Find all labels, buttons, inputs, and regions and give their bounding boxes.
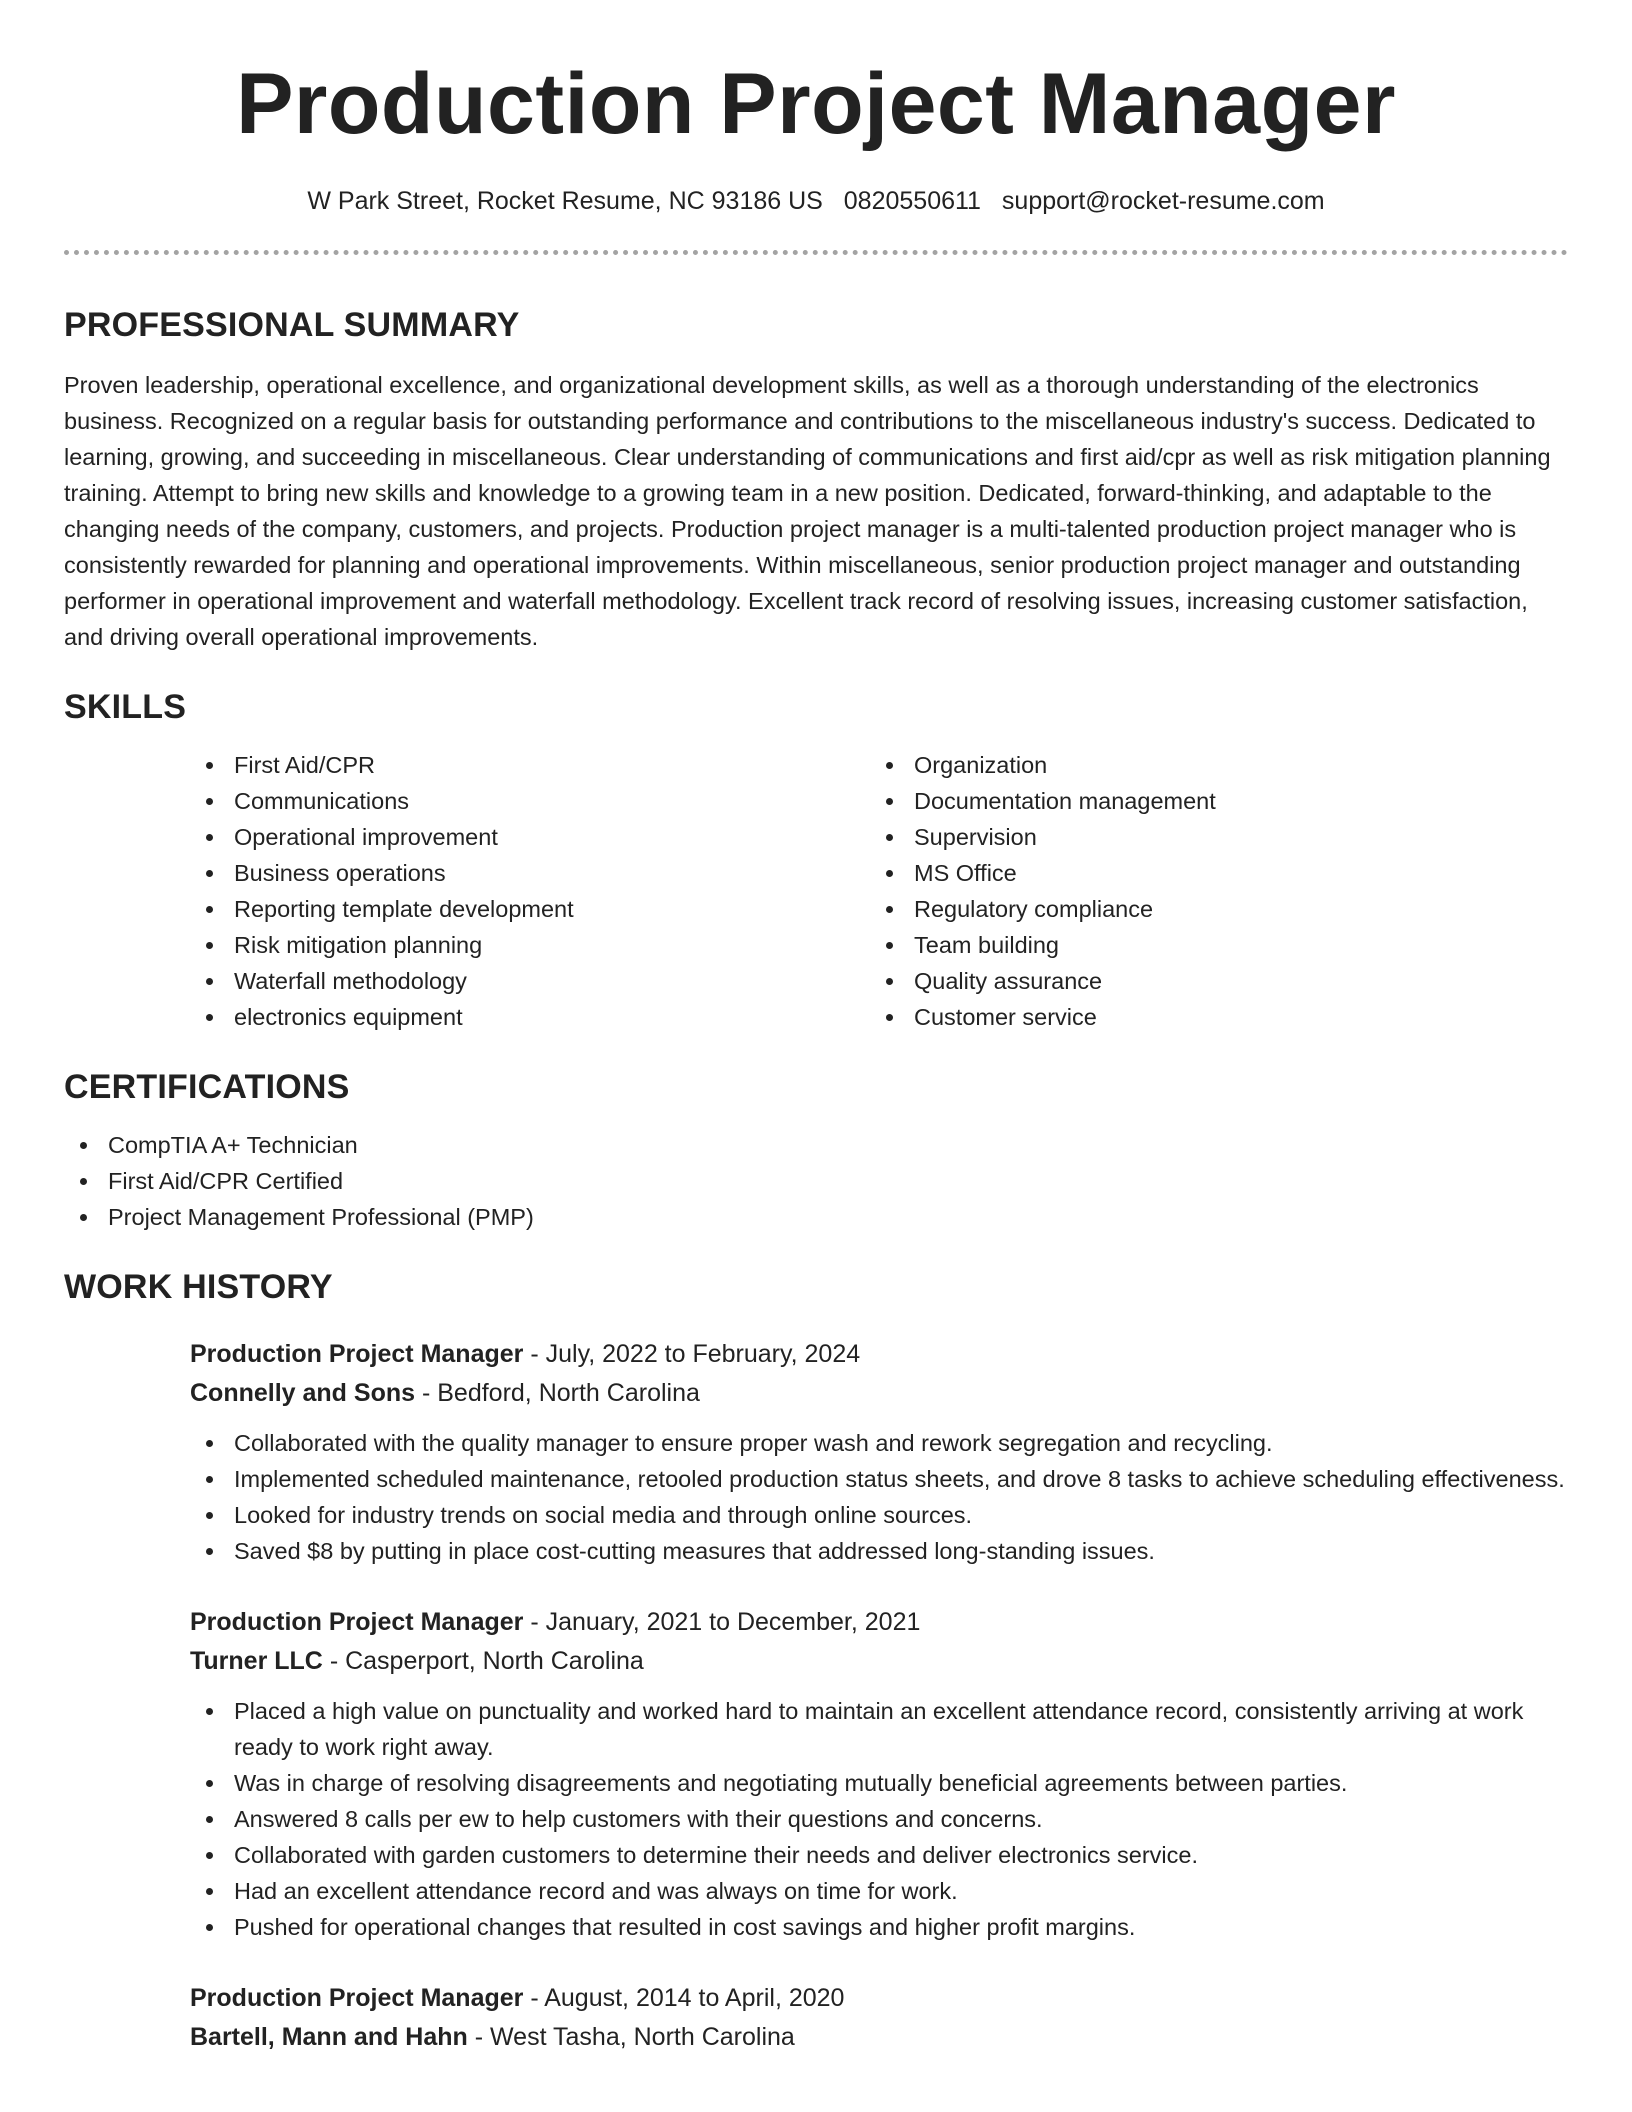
job-title-line xyxy=(190,1979,1568,2018)
job-company-line xyxy=(190,1374,1568,1413)
skill-item: Team building xyxy=(870,927,1550,963)
job-duty: Placed a high value on punctuality and worked hard to maintain an excellent attendance record, consistently arriving at work ready to work right away. xyxy=(190,1693,1568,1765)
skill-item: electronics equipment xyxy=(190,999,870,1035)
job-entry xyxy=(190,1335,1568,1569)
summary-text: Proven leadership, operational excellence, and organizational development skills, as well as a thorough understanding of the electronics business. Recognized on a regular basis for outstanding performance and contributions to the miscellaneous industry's success. Dedicated to learning, growing, and succeeding in miscellaneous. Clear understanding of communications and first aid/cpr as well as risk mitigation planning training. Attempt to bring new skills and knowledge to a growing team in a new position. Dedicated, forward-thinking, and adaptable to the changing needs of the company, customers, and projects. Production project manager is a multi-talented production project manager who is consistently rewarded for planning and operational improvements. Within miscellaneous, senior production project manager and outstanding performer in operational improvement and waterfall methodology. Excellent track record of resolving issues, increasing customer satisfaction, and driving overall operational improvements. xyxy=(64,372,1551,650)
section-title: PROFESSIONAL SUMMARY xyxy=(64,306,520,344)
job-duty: Collaborated with the quality manager to ensure proper wash and rework segregation and recycling. xyxy=(190,1425,1568,1461)
job-title-line xyxy=(190,1335,1568,1374)
skills-column-left xyxy=(190,747,870,1035)
certifications-section xyxy=(64,1065,1568,1235)
job-title-line xyxy=(190,1603,1568,1642)
job-role: Production Project Manager xyxy=(190,1984,524,2012)
job-location: - Bedford, North Carolina xyxy=(415,1379,700,1407)
certifications-list xyxy=(64,1127,1568,1235)
job-role: Production Project Manager xyxy=(190,1608,524,1636)
skill-item: Risk mitigation planning xyxy=(190,927,870,963)
section-title: SKILLS xyxy=(64,688,187,726)
job-duties xyxy=(190,1693,1568,1945)
skill-item: Reporting template development xyxy=(190,891,870,927)
skill-item: Business operations xyxy=(190,855,870,891)
certification-item: Project Management Professional (PMP) xyxy=(64,1199,1568,1235)
skill-item: Waterfall methodology xyxy=(190,963,870,999)
job-duty: Implemented scheduled maintenance, retooled production status sheets, and drove 8 tasks to achieve scheduling effectiveness. xyxy=(190,1461,1568,1497)
job-entry xyxy=(190,1603,1568,1945)
job-duty: Looked for industry trends on social media and through online sources. xyxy=(190,1497,1568,1533)
candidate-name: Production Project Manager xyxy=(236,56,1396,152)
job-location: - Casperport, North Carolina xyxy=(322,1647,644,1675)
skills-section xyxy=(64,685,1568,1035)
job-duties xyxy=(190,1425,1568,1569)
resume-header xyxy=(0,0,1632,255)
skill-item: Regulatory compliance xyxy=(870,891,1550,927)
job-role: Production Project Manager xyxy=(190,1340,524,1368)
certification-item: CompTIA A+ Technician xyxy=(64,1127,1568,1163)
skill-item: MS Office xyxy=(870,855,1550,891)
dotted-divider xyxy=(64,250,1568,255)
contact-email: support@rocket-resume.com xyxy=(1001,187,1325,215)
job-duty: Was in charge of resolving disagreements and negotiating mutually beneficial agreements between parties. xyxy=(190,1765,1568,1801)
skills-grid xyxy=(190,747,1568,1035)
certification-item: First Aid/CPR Certified xyxy=(64,1163,1568,1199)
job-duty: Pushed for operational changes that resulted in cost savings and higher profit margins. xyxy=(190,1909,1568,1945)
job-company: Bartell, Mann and Hahn xyxy=(190,2023,468,2051)
job-entry xyxy=(190,1979,1568,2057)
contact-address: W Park Street, Rocket Resume, NC 93186 US xyxy=(307,187,823,215)
job-company: Turner LLC xyxy=(190,1647,323,1675)
skill-item: Supervision xyxy=(870,819,1550,855)
job-location: - West Tasha, North Carolina xyxy=(467,2023,795,2051)
professional-summary-section xyxy=(64,303,1568,655)
skill-item: Customer service xyxy=(870,999,1550,1035)
skill-item: Quality assurance xyxy=(870,963,1550,999)
contact-phone: 0820550611 xyxy=(843,187,981,215)
work-history-section xyxy=(64,1265,1568,2057)
job-company-line xyxy=(190,1642,1568,1681)
skills-column-right xyxy=(870,747,1550,1035)
skill-item: Documentation management xyxy=(870,783,1550,819)
job-duty: Collaborated with garden customers to determine their needs and deliver electronics service. xyxy=(190,1837,1568,1873)
job-dates: - January, 2021 to December, 2021 xyxy=(523,1608,921,1636)
section-title: CERTIFICATIONS xyxy=(64,1068,350,1106)
job-duty: Had an excellent attendance record and was always on time for work. xyxy=(190,1873,1568,1909)
skill-item: Operational improvement xyxy=(190,819,870,855)
job-company-line xyxy=(190,2018,1568,2057)
job-duty: Saved $8 by putting in place cost-cutting measures that addressed long-standing issues. xyxy=(190,1533,1568,1569)
skill-item: Organization xyxy=(870,747,1550,783)
skill-item: Communications xyxy=(190,783,870,819)
job-duty: Answered 8 calls per ew to help customers with their questions and concerns. xyxy=(190,1801,1568,1837)
job-dates: - August, 2014 to April, 2020 xyxy=(523,1984,845,2012)
job-company: Connelly and Sons xyxy=(190,1379,416,1407)
section-title: WORK HISTORY xyxy=(64,1268,333,1306)
contact-line xyxy=(0,184,1632,218)
job-dates: - July, 2022 to February, 2024 xyxy=(523,1340,861,1368)
skill-item: First Aid/CPR xyxy=(190,747,870,783)
